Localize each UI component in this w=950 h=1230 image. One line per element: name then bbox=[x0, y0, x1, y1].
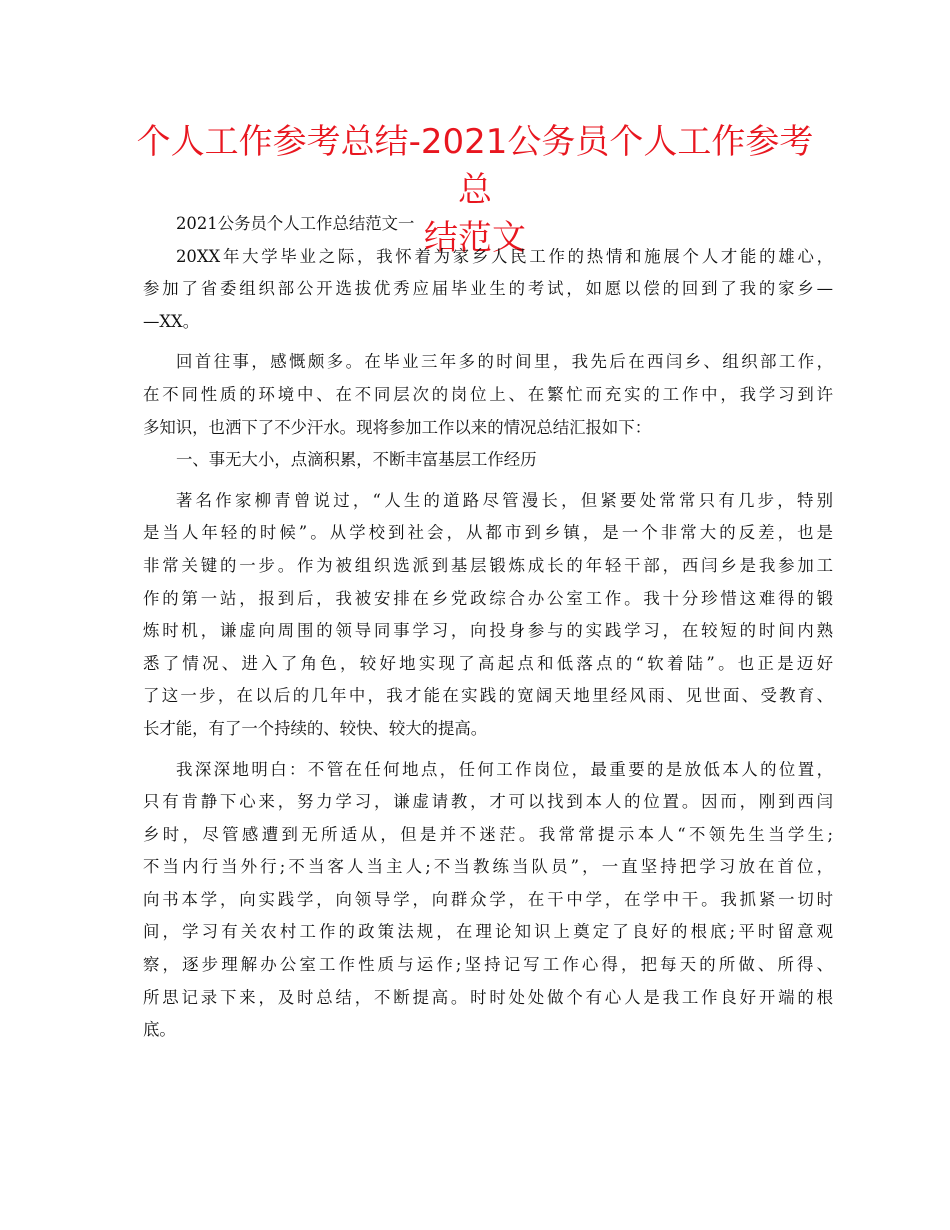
paragraph-line: 20XX年大学毕业之际，我怀着为家乡人民工作的热情和施展个人才能的雄心， bbox=[176, 246, 833, 266]
paragraph-line: 我深深地明白：不管在任何地点，任何工作岗位，最重要的是放低本人的位置， bbox=[176, 759, 833, 779]
paragraph-line: 多知识，也洒下了不少汗水。现将参加工作以来的情况总结汇报如下： bbox=[143, 417, 652, 437]
paragraph-line: 作的第一站，报到后，我被安排在乡党政综合办公室工作。我十分珍惜这难得的锻 bbox=[143, 588, 833, 608]
section-heading: 一、事无大小，点滴积累，不断丰富基层工作经历 bbox=[176, 450, 537, 470]
paragraph-line: 底。 bbox=[143, 1020, 176, 1040]
paragraph-line: 在不同性质的环境中、在不同层次的岗位上、在繁忙而充实的工作中，我学习到许 bbox=[143, 384, 833, 404]
title-line-1: 个人工作参考总结-2021公务员个人工作参考总 bbox=[136, 122, 814, 210]
paragraph-line: 回首往事，感慨颇多。在毕业三年多的时间里，我先后在西闫乡、组织部工作， bbox=[176, 352, 833, 372]
paragraph-gap bbox=[143, 338, 833, 346]
paragraph-gap bbox=[143, 746, 833, 754]
paragraph-line: 向书本学，向实践学，向领导学，向群众学，在干中学，在学中干。我抓紧一切时 bbox=[143, 889, 833, 909]
paragraph-line: 间，学习有关农村工作的政策法规，在理论知识上奠定了良好的根底;平时留意观 bbox=[143, 922, 833, 942]
section-heading: 2021公务员个人工作总结范文一 bbox=[176, 214, 415, 233]
paragraph-line: 了这一步，在以后的几年中，我才能在实践的宽阔天地里经风雨、见世面、受教育、 bbox=[143, 686, 833, 706]
paragraph-line: 只有肯静下心来，努力学习，谦虚请教，才可以找到本人的位置。因而，刚到西闫 bbox=[143, 792, 833, 812]
paragraph-line: 参加了省委组织部公开选拔优秀应届毕业生的考试，如愿以偿的回到了我的家乡— bbox=[143, 279, 833, 299]
paragraph-line: 是当人年轻的时候”。从学校到社会，从都市到乡镇，是一个非常大的反差，也是 bbox=[143, 523, 833, 543]
paragraph-gap bbox=[143, 477, 833, 485]
paragraph-line: 察，逐步理解办公室工作性质与运作;坚持记写工作心得，把每天的所做、所得、 bbox=[143, 955, 833, 975]
paragraph-line: 所思记录下来，及时总结，不断提高。时时处处做个有心人是我工作良好开端的根 bbox=[143, 987, 833, 1007]
paragraph-line: —XX。 bbox=[143, 311, 200, 331]
title-line-2: 结范文 bbox=[424, 218, 526, 258]
paragraph-line: 炼时机，谦虚向周围的领导同事学习，向投身参与的实践学习，在较短的时间内熟 bbox=[143, 621, 833, 641]
paragraph-line: 非常关键的一步。作为被组织选派到基层锻炼成长的年轻干部，西闫乡是我参加工 bbox=[143, 555, 833, 575]
paragraph-line: 悉了情况、进入了角色，较好地实现了高起点和低落点的“软着陆”。也正是迈好 bbox=[143, 653, 833, 673]
paragraph-line: 乡时，尽管感遭到无所适从，但是并不迷茫。我常常提示本人“不领先生当学生; bbox=[143, 824, 833, 844]
paragraph-line: 不当内行当外行;不当客人当主人;不当教练当队员”，一直坚持把学习放在首位， bbox=[143, 857, 833, 877]
paragraph-line: 长才能，有了一个持续的、较快、较大的提高。 bbox=[143, 718, 488, 738]
document-body bbox=[143, 208, 833, 1047]
paragraph-line: 著名作家柳青曾说过，“人生的道路尽管漫长，但紧要处常常只有几步，特别 bbox=[176, 490, 833, 510]
